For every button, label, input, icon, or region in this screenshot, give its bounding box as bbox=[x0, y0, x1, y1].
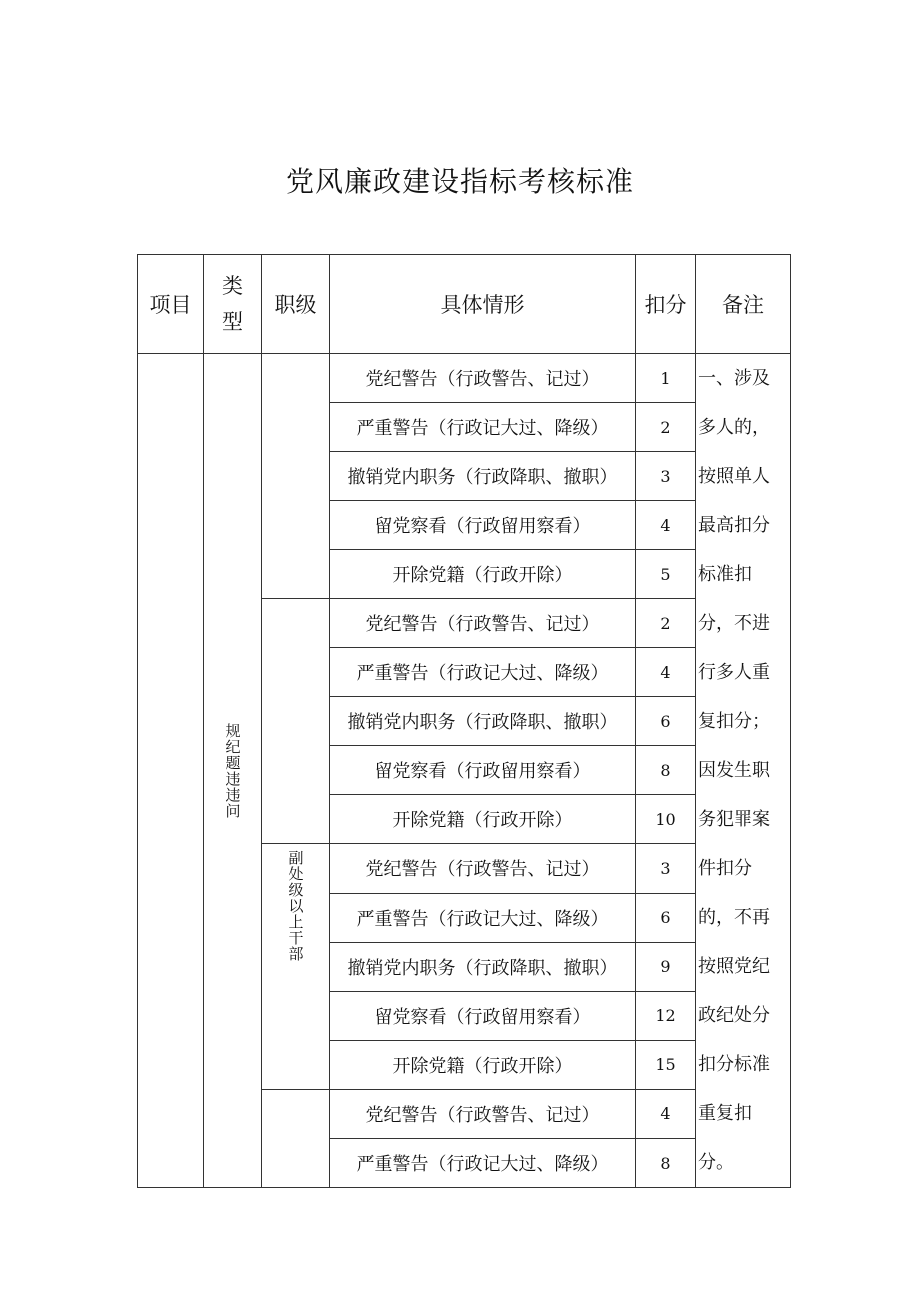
type-cell bbox=[204, 354, 262, 1188]
score-cell: 4 bbox=[636, 648, 696, 697]
situation-cell: 严重警告（行政记大过、降级） bbox=[330, 1139, 636, 1188]
score-cell: 8 bbox=[636, 746, 696, 795]
situation-cell: 党纪警告（行政警告、记过） bbox=[330, 354, 636, 403]
header-situation: 具体情形 bbox=[330, 255, 636, 354]
situation-cell: 开除党籍（行政开除） bbox=[330, 795, 636, 844]
situation-cell: 留党察看（行政留用察看） bbox=[330, 746, 636, 795]
situation-cell: 留党察看（行政留用察看） bbox=[330, 501, 636, 550]
situation-cell: 党纪警告（行政警告、记过） bbox=[330, 1089, 636, 1138]
score-cell: 15 bbox=[636, 1040, 696, 1089]
situation-cell: 开除党籍（行政开除） bbox=[330, 1040, 636, 1089]
score-cell: 8 bbox=[636, 1139, 696, 1188]
remark-cell: 一、涉及 多人的， 按照单人 最高扣分 标准扣 分，不进 行多人重 复扣分； 因发生职 务犯罪案 件扣分 的，不再 按照党纪 政纪处分 扣分标准 重复扣 分。 bbox=[696, 354, 791, 1188]
score-cell: 2 bbox=[636, 599, 696, 648]
situation-cell: 严重警告（行政记大过、降级） bbox=[330, 893, 636, 942]
situation-cell: 严重警告（行政记大过、降级） bbox=[330, 403, 636, 452]
level-cell-4 bbox=[262, 1089, 330, 1187]
level-cell-2 bbox=[262, 599, 330, 844]
situation-cell: 党纪警告（行政警告、记过） bbox=[330, 599, 636, 648]
score-cell: 5 bbox=[636, 550, 696, 599]
level-cell-3 bbox=[262, 844, 330, 1089]
score-cell: 4 bbox=[636, 1089, 696, 1138]
level-cell-1 bbox=[262, 354, 330, 599]
page-title: 党风廉政建设指标考核标准 bbox=[285, 165, 634, 198]
situation-cell: 撤销党内职务（行政降职、撤职） bbox=[330, 697, 636, 746]
level-label: 副处级以上干部 bbox=[286, 850, 305, 963]
header-type bbox=[204, 255, 262, 354]
score-cell: 12 bbox=[636, 991, 696, 1040]
table-header-row bbox=[138, 255, 791, 354]
situation-cell: 党纪警告（行政警告、记过） bbox=[330, 844, 636, 893]
score-cell: 10 bbox=[636, 795, 696, 844]
header-item: 项目 bbox=[138, 255, 204, 354]
situation-cell: 开除党籍（行政开除） bbox=[330, 550, 636, 599]
score-cell: 3 bbox=[636, 452, 696, 501]
score-cell: 4 bbox=[636, 501, 696, 550]
header-deduct: 扣分 bbox=[636, 255, 696, 354]
score-cell: 1 bbox=[636, 354, 696, 403]
score-cell: 9 bbox=[636, 942, 696, 991]
situation-cell: 撤销党内职务（行政降职、撤职） bbox=[330, 452, 636, 501]
situation-cell: 撤销党内职务（行政降职、撤职） bbox=[330, 942, 636, 991]
header-remark: 备注 bbox=[696, 255, 791, 354]
situation-cell: 留党察看（行政留用察看） bbox=[330, 991, 636, 1040]
score-cell: 6 bbox=[636, 697, 696, 746]
assessment-table bbox=[137, 254, 791, 1188]
score-cell: 3 bbox=[636, 844, 696, 893]
header-type-top: 类 bbox=[222, 274, 243, 298]
item-cell bbox=[138, 354, 204, 1188]
header-type-bottom: 型 bbox=[222, 310, 243, 334]
situation-cell: 严重警告（行政记大过、降级） bbox=[330, 648, 636, 697]
table-row bbox=[138, 354, 791, 403]
type-label: 规纪题违违问 bbox=[223, 722, 242, 819]
score-cell: 2 bbox=[636, 403, 696, 452]
header-level: 职级 bbox=[262, 255, 330, 354]
score-cell: 6 bbox=[636, 893, 696, 942]
